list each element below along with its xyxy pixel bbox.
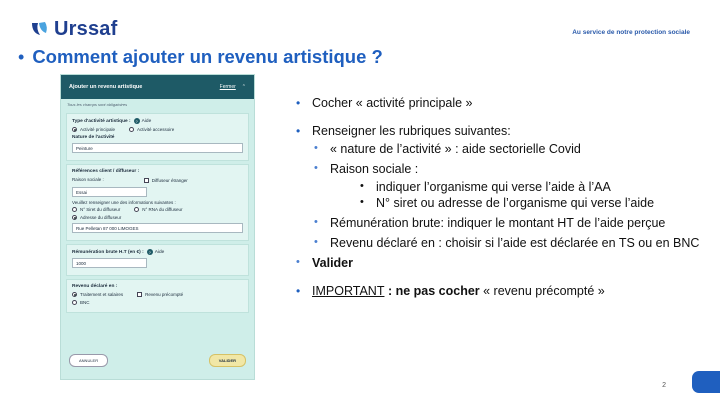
revenu-block: [66, 279, 249, 313]
info-label: Veuillez renseigner une des informations suivantes :: [72, 200, 176, 205]
list-item: [296, 216, 706, 230]
list-item: [296, 236, 706, 250]
form-screenshot: [60, 74, 255, 380]
title-bullet-icon: •: [18, 47, 25, 67]
list-item: [296, 162, 706, 176]
instruction-cocher: Cocher « activité principale »: [312, 96, 473, 110]
list-item: [296, 180, 706, 194]
activity-type-label: Type d'activité artistique : ? Aide: [72, 118, 152, 124]
radio-traitement-salaires[interactable]: Traitement et salaires: [72, 292, 123, 297]
slide-title: Comment ajouter un revenu artistique ?: [32, 46, 383, 67]
list-item: [296, 196, 706, 210]
raison-sociale-input[interactable]: Essai: [72, 187, 147, 197]
instruction-renseigner: Renseigner les rubriques suivantes:: [312, 124, 511, 138]
bullet-icon: •: [314, 162, 318, 174]
help-icon: ?: [135, 118, 138, 124]
aide-button-remu[interactable]: ? Aide: [148, 249, 165, 255]
urssaf-logo-icon: [30, 19, 50, 39]
urssaf-logo: [30, 18, 117, 40]
radio-rna[interactable]: N° RNA du diffuseur: [134, 207, 182, 212]
list-item: [296, 124, 706, 138]
bullet-icon: •: [296, 124, 301, 138]
references-label: Références client / diffuseur :: [72, 169, 140, 174]
activity-type-block: [66, 113, 249, 161]
aide-button[interactable]: ? Aide: [135, 118, 152, 124]
instruction-raison: Raison sociale :: [330, 162, 419, 176]
validate-button[interactable]: VALIDER: [209, 354, 246, 367]
nature-input[interactable]: Peinture: [72, 143, 243, 153]
radio-adresse[interactable]: Adresse du diffuseur: [72, 215, 121, 220]
bullet-icon: •: [296, 284, 301, 298]
bullet-icon: •: [296, 256, 300, 268]
adresse-input[interactable]: Rue Pelletan 87 000 LIMOGES: [72, 223, 243, 233]
instruction-remuneration: Rémunération brute: indiquer le montant HT de l’aide perçue: [330, 216, 666, 230]
bullet-icon: •: [296, 96, 301, 110]
radio-activite-principale[interactable]: Activité principale: [72, 127, 115, 132]
instruction-organisme: indiquer l’organisme qui verse l’aide à l’AA: [376, 180, 611, 194]
bullet-icon: •: [314, 142, 318, 154]
bullet-icon: •: [360, 196, 364, 208]
slide-title-row: [18, 46, 383, 68]
form-header-title: Ajouter un revenu artistique: [69, 84, 143, 90]
bullet-icon: •: [314, 236, 318, 248]
brand-tagline: Au service de notre protection sociale: [572, 29, 690, 36]
form-header: [61, 75, 254, 99]
radio-siret[interactable]: N° Siret du diffuseur: [72, 207, 120, 212]
nature-label: Nature de l'activité: [72, 135, 115, 140]
form-close-link[interactable]: Fermer: [219, 84, 236, 90]
references-block: [66, 164, 249, 241]
remuneration-label: Rémunération brute H.T (en €) : ? Aide: [72, 249, 165, 255]
instructions: [296, 96, 706, 298]
radio-bnc[interactable]: BNC: [72, 300, 90, 305]
required-note: Tous les champs sont obligatoires: [67, 102, 128, 107]
chevron-up-icon: ⌃: [241, 84, 246, 90]
help-icon: ?: [148, 249, 151, 255]
instruction-nature: « nature de l’activité » : aide sectorielle Covid: [330, 142, 581, 156]
remuneration-input[interactable]: 1000: [72, 258, 147, 268]
raison-sociale-label: Raison sociale :: [72, 177, 104, 182]
instruction-important: IMPORTANT : ne pas cocher « revenu précompté »: [312, 284, 605, 298]
instruction-revenu: Revenu déclaré en : choisir si l’aide est déclarée en TS ou en BNC: [330, 236, 700, 250]
instruction-valider: Valider: [312, 256, 353, 270]
remuneration-block: [66, 244, 249, 276]
form-close[interactable]: [220, 84, 246, 90]
bullet-icon: •: [360, 180, 364, 192]
page-number: 2: [662, 382, 666, 389]
brand-name: Urssaf: [54, 17, 118, 40]
list-item: [296, 96, 706, 110]
list-item: [296, 256, 706, 270]
bullet-icon: •: [314, 216, 318, 228]
important-bold: ne pas cocher: [395, 284, 480, 298]
cancel-button[interactable]: ANNULER: [69, 354, 108, 367]
list-item: [296, 284, 706, 298]
diffuseur-etranger-checkbox[interactable]: Diffuseur étranger: [144, 178, 188, 183]
revenu-label: Revenu déclaré en :: [72, 284, 118, 289]
revenu-precompte-checkbox[interactable]: Revenu précompté: [137, 292, 183, 297]
important-label: IMPORTANT: [312, 284, 385, 298]
form-buttons: [69, 354, 246, 367]
instruction-siret: N° siret ou adresse de l’organisme qui verse l’aide: [376, 196, 655, 210]
radio-activite-accessoire[interactable]: Activité accessoire: [129, 127, 174, 132]
list-item: [296, 142, 706, 156]
corner-decoration: [692, 371, 720, 393]
